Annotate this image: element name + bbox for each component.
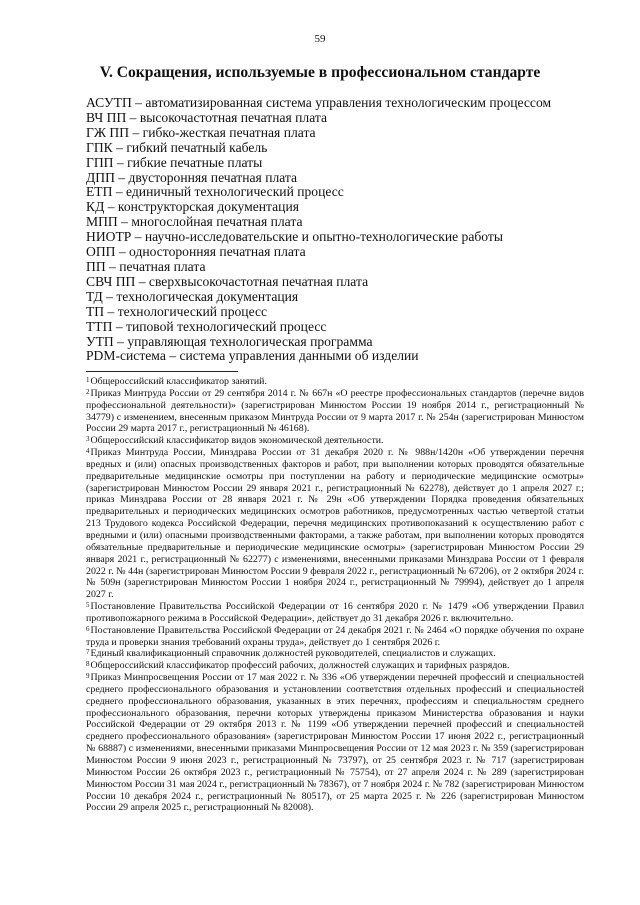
section-title: V. Сокращения, используемые в профессиональном стандарте [99,64,541,81]
abbreviation-item: PDM-система – система управления данными об изделии [86,348,419,364]
footnotes [86,376,584,814]
abbreviation-item: НИОТР – научно-исследовательские и опытно-технологические работы [86,229,503,245]
abbreviation-item: ГЖ ПП – гибко-жесткая печатная плата [86,124,316,140]
footnote [86,435,584,447]
abbreviation-item: ТД – технологическая документация [86,288,299,304]
footnote-text: Постановление Правительства Российской Федерации от 16 сентября 2020 г. № 1479 «Об утверждении Правил противопожарного режима в Российской Федерации», действует до 31 декабря 2026 г. включительно. [86,601,584,624]
footnote [86,601,584,625]
footnote-text: Единый квалификационный справочник должностей руководителей, специалистов и служащих. [90,648,496,660]
footnote-text: Общероссийский классификатор занятий. [90,376,267,387]
abbreviation-item: ПП – печатная плата [86,258,206,274]
abbreviation-item: ДПП – двусторонняя печатная плата [86,169,298,185]
footnote-number: 1 [86,376,90,384]
abbreviation-item: ЕТП – единичный технологический процесс [86,184,344,200]
abbreviation-item: АСУТП – автоматизированная система управления технологическим процессом [86,95,552,110]
footnote-text: Общероссийский классификатор профессий рабочих, должностей служащих и тарифных разрядов. [90,660,510,672]
footnote [86,625,584,649]
abbreviation-list [86,96,596,364]
footnote-number: 7 [86,648,90,657]
footnote-text: Приказ Минпросвещения России от 17 мая 2022 г. № 336 «Об утверждении перечней профессий и специальностей среднего профессионального образования и установлении соответствия отдельных профессий и специальностей среднего профессионального образования, указанных в этих перечнях, профессиям и специальностям среднего профессионального образования, перечни которых утверждены приказом Министерства образования и науки Российской Федерации от 29 октября 2013 г. № 1199 «Об утверждении перечней профессий и специальностей среднего профессионального образования» (зарегистрирован Минюстом России 17 июня 2022 г., регистрационный № 68887) с изменениями, внесенными приказами Минпросвещения России от 12 мая 2023 г. № 359 (зарегистрирован Минюстом России 9 июня 2023 г., регистрационный № 73797), от 25 сентября 2023 г. № 717 (зарегистрирован Минюстом России 26 октября 2023 г., регистрационный № 75754), от 27 апреля 2024 г. № 289 (зарегистрирован Минюстом России 31 мая 2024 г., регистрационный № 78367), от 7 ноября 2024 г. № 782 (зарегистрирован Минюстом России 10 декабря 2024 г., регистрационный № 80517), от 25 марта 2025 г. № 226 (зарегистрирован Минюстом России 29 апреля 2025 г., регистрационный № 82008). [86,672,584,814]
abbreviation-item: МПП – многослойная печатная плата [86,214,303,230]
footnote-number: 9 [86,672,90,681]
footnote-text: Общероссийский классификатор видов экономической деятельности. [90,435,384,447]
abbreviation-item: ГПК – гибкий печатный кабель [86,139,268,155]
footnote-number: 2 [86,387,90,396]
footnote [86,388,584,435]
abbreviation-item: ГПП – гибкие печатные платы [86,154,263,170]
footnote-number: 6 [86,624,90,633]
footnote-number: 4 [86,447,90,456]
abbreviation-item: УТП – управляющая технологическая программа [86,333,373,349]
footnote-text: Приказ Минтруда России от 29 сентября 2014 г. № 667н «О реестре профессиональных стандартов (перечне видов профессиональной деятельности)» (зарегистрирован Минюстом России 19 ноября 2014 г., регистрационный № 34779) с изменением, внесенным приказом Минтруда России от 9 марта 2017 г. № 254н (зарегистрирован Минюстом России 29 марта 2017 г., регистрационный № 46168). [86,387,584,435]
footnote [86,648,584,660]
footnote-number: 5 [86,601,90,610]
footnote [86,672,584,814]
footnote-text: Постановление Правительства Российской Федерации от 24 декабря 2021 г. № 2464 «О порядке обучения по охране труда и проверки знания требований охраны труда», действует до 1 сентября 2026 г. [86,624,584,648]
footnote-separator [86,371,238,372]
footnote [86,447,584,601]
abbreviation-item: ОПП – односторонняя печатная плата [86,244,306,260]
footnote [86,660,584,672]
abbreviation-item: ВЧ ПП – высокочастотная печатная плата [86,109,328,125]
footnote-number: 8 [86,660,90,669]
abbreviation-item: КД – конструкторская документация [86,199,299,215]
page-number: 59 [314,33,326,45]
abbreviation-item: СВЧ ПП – сверхвысокочастотная печатная плата [86,273,369,289]
footnote [86,376,584,388]
abbreviation-item: ТП – технологический процесс [86,303,268,319]
footnote-text: Приказ Минтруда России, Минздрава России от 31 декабря 2020 г. № 988н/1420н «Об утверждении перечня вредных и (или) опасных производственных факторов и работ, при выполнении которых проводятся обязательные предварительные медицинские осмотры при поступлении на работу и периодические медицинские осмотры» (зарегистрирован Минюстом России 29 января 2021 г., регистрационный № 62278), действует до 1 апреля 2027 г.; приказ Минздрава России от 28 января 2021 г. № 29н «Об утверждении Порядка проведения обязательных предварительных и периодических медицинских осмотров работников, предусмотренных частью четвертой статьи 213 Трудового кодекса Российской Федерации, перечня медицинских противопоказаний к осуществлению работ с вредными и (или) опасными производственными факторами, а также работам, при выполнении которых проводятся обязательные предварительные и периодические медицинские осмотры» (зарегистрирован Минюстом России 29 января 2021 г., регистрационный № 62277) с изменениями, внесенными приказами Минздрава России от 1 февраля 2022 г. № 44н (зарегистрирован Минюстом России 9 февраля 2022 г., регистрационный № 67206), от 2 октября 2024 г. № 509н (зарегистрирован Минюстом России 1 ноября 2024 г., регистрационный № 79994), действует до 1 апреля 2027 г. [86,447,584,601]
footnote-number: 3 [86,435,90,444]
abbreviation-item: ТТП – типовой технологический процесс [86,318,327,334]
